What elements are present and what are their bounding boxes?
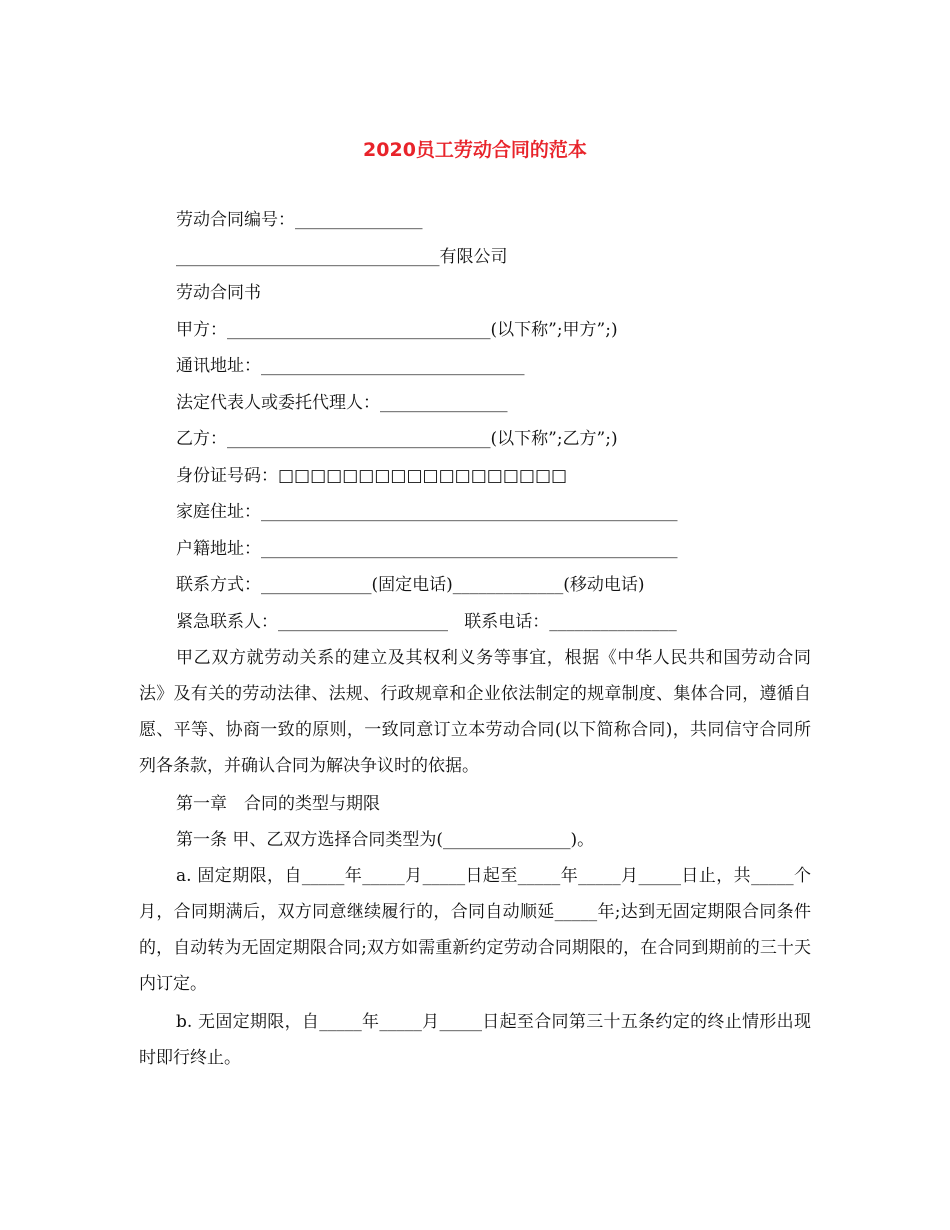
- page-title: 2020员工劳动合同的范本: [363, 139, 587, 161]
- company-name-field: _______________________________有限公司: [176, 247, 508, 267]
- article-1: 第一条 甲、乙双方选择合同类型为(_______________)。: [176, 830, 595, 850]
- household-address-field: 户籍地址：_________________________________________________: [176, 539, 678, 559]
- home-address-field: 家庭住址：_________________________________________________: [176, 502, 678, 522]
- clause-b: b. 无固定期限，自_____年_____月_____日起至合同第三十五条约定的终止情形出现时即行终止。: [139, 1012, 811, 1068]
- contact-method-field: 联系方式：_____________(固定电话)_____________(移动电话): [176, 575, 645, 595]
- legal-representative-field: 法定代表人或委托代理人：_______________: [176, 393, 508, 413]
- party-a-field: 甲方：_______________________________(以下称”;甲方”;): [176, 320, 618, 340]
- id-number-field: 身份证号码：□□□□□□□□□□□□□□□□□□: [176, 466, 568, 486]
- emergency-contact-field: 紧急联系人：____________________ 联系电话：_______________: [176, 612, 677, 632]
- contract-number-field: 劳动合同编号：_______________: [176, 210, 423, 230]
- contract-book-heading: 劳动合同书: [176, 283, 261, 303]
- mailing-address-field: 通讯地址：_______________________________: [176, 356, 525, 376]
- clause-a: a. 固定期限，自_____年_____月_____日起至_____年_____月_____日止，共_____个月，合同期满后，双方同意继续履行的，合同自动顺延_____年;达到无固定期限合同条件的，自动转为无固定期限合同;双方如需重新约定劳动合同期限的，在合同到期前的三十天内订定。: [139, 866, 811, 994]
- intro-paragraph: 甲乙双方就劳动关系的建立及其权利义务等事宜，根据《中华人民共和国劳动合同法》及有关的劳动法律、法规、行政规章和企业依法制定的规章制度、集体合同，遵循自愿、平等、协商一致的原则，一致同意订立本劳动合同(以下简称合同)，共同信守合同所列各条款，并确认合同为解决争议时的依据。: [139, 648, 811, 776]
- party-b-field: 乙方：_______________________________(以下称”;乙方”;): [176, 429, 618, 449]
- chapter-heading: 第一章 合同的类型与期限: [176, 794, 380, 814]
